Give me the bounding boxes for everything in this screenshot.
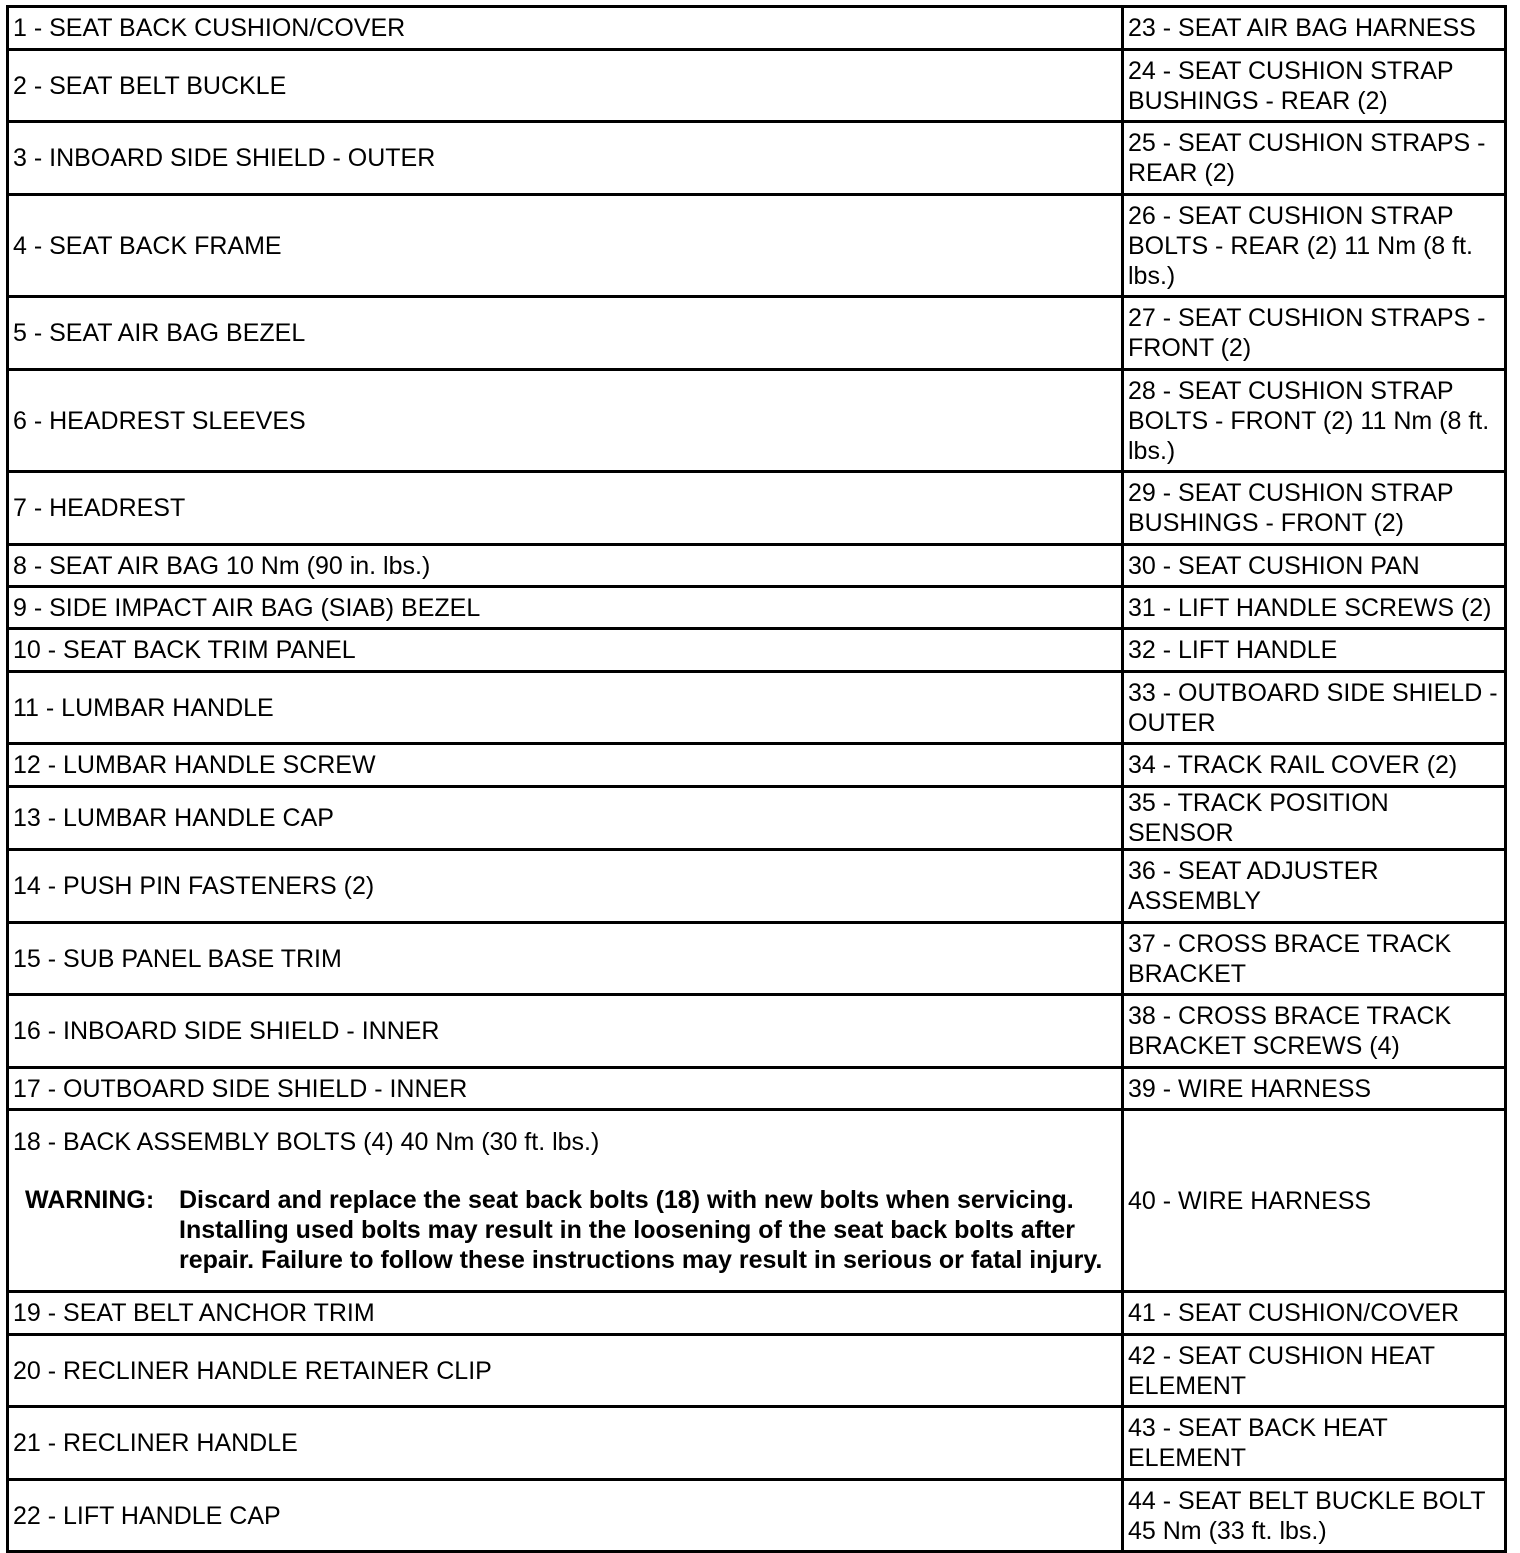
left-cell: 7 - HEADREST xyxy=(8,472,1123,545)
table-row xyxy=(8,50,1506,122)
right-cell: 42 - SEAT CUSHION HEAT ELEMENT xyxy=(1123,1335,1506,1407)
table-row xyxy=(8,7,1506,50)
left-cell: 2 - SEAT BELT BUCKLE xyxy=(8,50,1123,122)
left-cell: 14 - PUSH PIN FASTENERS (2) xyxy=(8,850,1123,923)
right-cell: 40 - WIRE HARNESS xyxy=(1123,1110,1506,1292)
table-row xyxy=(8,923,1506,995)
right-cell: 31 - LIFT HANDLE SCREWS (2) xyxy=(1123,587,1506,629)
left-cell: 13 - LUMBAR HANDLE CAP xyxy=(8,787,1123,850)
left-cell: 16 - INBOARD SIDE SHIELD - INNER xyxy=(8,995,1123,1068)
warning-text: Discard and replace the seat back bolts (18) with new bolts when servicing. Installing used bolts may result in the loosening of the seat back bolts after repair. Failure to follow these instructions may result in serious or fatal injury. xyxy=(179,1185,1103,1274)
right-cell: 28 - SEAT CUSHION STRAP BOLTS - FRONT (2) 11 Nm (8 ft. lbs.) xyxy=(1123,370,1506,472)
table-row xyxy=(8,297,1506,370)
left-cell: 8 - SEAT AIR BAG 10 Nm (90 in. lbs.) xyxy=(8,545,1123,587)
right-cell: 25 - SEAT CUSHION STRAPS - REAR (2) xyxy=(1123,122,1506,195)
right-cell: 43 - SEAT BACK HEAT ELEMENT xyxy=(1123,1407,1506,1480)
left-cell: 9 - SIDE IMPACT AIR BAG (SIAB) BEZEL xyxy=(8,587,1123,629)
right-cell: 24 - SEAT CUSHION STRAP BUSHINGS - REAR (2) xyxy=(1123,50,1506,122)
table-row xyxy=(8,1110,1506,1292)
left-cell: 4 - SEAT BACK FRAME xyxy=(8,195,1123,297)
left-cell: 12 - LUMBAR HANDLE SCREW xyxy=(8,744,1123,787)
right-cell: 38 - CROSS BRACE TRACK BRACKET SCREWS (4) xyxy=(1123,995,1506,1068)
table-row xyxy=(8,995,1506,1068)
item-18-label: 18 - BACK ASSEMBLY BOLTS (4) 40 Nm (30 ft. lbs.) xyxy=(13,1127,600,1156)
table-row xyxy=(8,1407,1506,1480)
right-cell: 26 - SEAT CUSHION STRAP BOLTS - REAR (2) 11 Nm (8 ft. lbs.) xyxy=(1123,195,1506,297)
left-cell: 21 - RECLINER HANDLE xyxy=(8,1407,1123,1480)
right-cell: 33 - OUTBOARD SIDE SHIELD - OUTER xyxy=(1123,672,1506,744)
left-cell: 19 - SEAT BELT ANCHOR TRIM xyxy=(8,1292,1123,1335)
right-cell: 27 - SEAT CUSHION STRAPS - FRONT (2) xyxy=(1123,297,1506,370)
table-row xyxy=(8,1068,1506,1110)
table-row xyxy=(8,1335,1506,1407)
table-row xyxy=(8,370,1506,472)
left-cell: 3 - INBOARD SIDE SHIELD - OUTER xyxy=(8,122,1123,195)
right-cell: 37 - CROSS BRACE TRACK BRACKET xyxy=(1123,923,1506,995)
left-cell: 1 - SEAT BACK CUSHION/COVER xyxy=(8,7,1123,50)
table-row xyxy=(8,545,1506,587)
right-cell: 35 - TRACK POSITION SENSOR xyxy=(1123,787,1506,850)
left-cell: 22 - LIFT HANDLE CAP xyxy=(8,1480,1123,1552)
left-cell: 11 - LUMBAR HANDLE xyxy=(8,672,1123,744)
parts-legend-table xyxy=(6,5,1507,1553)
left-cell: 5 - SEAT AIR BAG BEZEL xyxy=(8,297,1123,370)
right-cell: 44 - SEAT BELT BUCKLE BOLT 45 Nm (33 ft. lbs.) xyxy=(1123,1480,1506,1552)
right-cell: 41 - SEAT CUSHION/COVER xyxy=(1123,1292,1506,1335)
table-row xyxy=(8,787,1506,850)
table-row xyxy=(8,195,1506,297)
right-cell: 29 - SEAT CUSHION STRAP BUSHINGS - FRONT (2) xyxy=(1123,472,1506,545)
right-cell: 34 - TRACK RAIL COVER (2) xyxy=(1123,744,1506,787)
table-row xyxy=(8,672,1506,744)
table-row xyxy=(8,122,1506,195)
right-cell: 36 - SEAT ADJUSTER ASSEMBLY xyxy=(1123,850,1506,923)
table-row xyxy=(8,744,1506,787)
left-cell: 20 - RECLINER HANDLE RETAINER CLIP xyxy=(8,1335,1123,1407)
left-cell: 6 - HEADREST SLEEVES xyxy=(8,370,1123,472)
warning-label: WARNING: xyxy=(25,1185,155,1214)
left-cell: 10 - SEAT BACK TRIM PANEL xyxy=(8,629,1123,672)
table-row xyxy=(8,629,1506,672)
table-row xyxy=(8,587,1506,629)
right-cell: 30 - SEAT CUSHION PAN xyxy=(1123,545,1506,587)
right-cell: 32 - LIFT HANDLE xyxy=(1123,629,1506,672)
table-row xyxy=(8,1292,1506,1335)
left-cell: 15 - SUB PANEL BASE TRIM xyxy=(8,923,1123,995)
right-cell: 23 - SEAT AIR BAG HARNESS xyxy=(1123,7,1506,50)
table-row xyxy=(8,472,1506,545)
table-row xyxy=(8,850,1506,923)
right-cell: 39 - WIRE HARNESS xyxy=(1123,1068,1506,1110)
left-cell: 17 - OUTBOARD SIDE SHIELD - INNER xyxy=(8,1068,1123,1110)
warning-note xyxy=(13,1185,1118,1275)
table-row xyxy=(8,1480,1506,1552)
left-cell-with-warning xyxy=(8,1110,1123,1292)
